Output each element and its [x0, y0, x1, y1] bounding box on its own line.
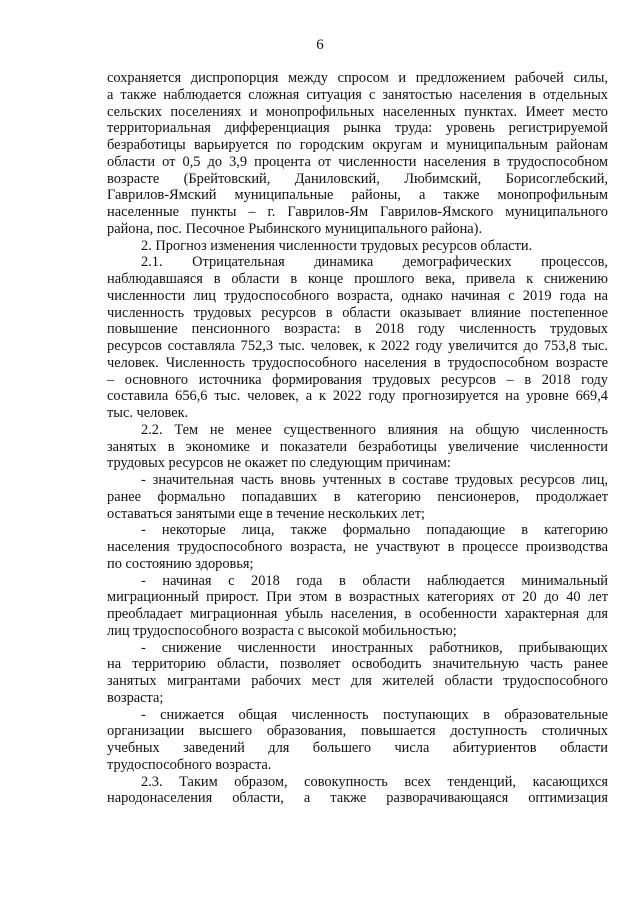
text-line: наблюдавшаяся в области в конце прошлого века, привела к снижению	[107, 271, 608, 287]
text-line: преобладает миграционная убыль населения, в особенности характерная для	[107, 606, 608, 622]
text-line: ресурсов составляла 752,3 тыс. человек, к 2022 году увеличится до 753,8 тыс.	[107, 338, 608, 354]
text-line: территориальная дифференциация рынка труда: уровень регистрируемой	[107, 120, 608, 137]
text-line: - значительная часть вновь учтенных в составе трудовых ресурсов лиц,	[141, 472, 608, 488]
text-line: народонаселения области, а также разворачивающаяся оптимизация	[107, 790, 608, 807]
text-line: – основного источника формирования трудовых ресурсов – в 2018 году	[107, 371, 608, 388]
text-line: человек. Численность трудоспособного населения в трудоспособном возрасте	[107, 354, 608, 371]
text-line: миграционный прирост. При этом в возрастных категориях от 20 до 40 лет	[107, 589, 608, 606]
text-line: сохраняется диспропорция между спросом и предложением рабочей силы,	[107, 70, 608, 86]
text-line: численность трудовых ресурсов в области оказывает влияние постепенное	[107, 304, 608, 321]
document-body	[107, 70, 608, 807]
text-line: области от 0,5 до 3,9 процента от численности населения в трудоспособном	[107, 153, 608, 170]
text-line: возрасте (Брейтовский, Даниловский, Любимский, Борисоглебский,	[107, 170, 608, 187]
text-line: занятых мигрантами рабочих мест для жителей области трудоспособного	[107, 673, 608, 689]
text-line: численности лиц трудоспособного возраста, однако начиная с 2019 года на	[107, 287, 608, 304]
text-line: лиц трудоспособного возраста с высокой мобильностью;	[107, 622, 457, 639]
text-line: населения трудоспособного возраста, не участвуют в процессе производства	[107, 539, 608, 555]
text-line: тыс. человек.	[107, 405, 189, 421]
text-line: возраста;	[107, 689, 164, 706]
text-line: 2.1. Отрицательная динамика демографических процессов,	[141, 254, 608, 271]
page-number: 6	[316, 37, 324, 53]
text-line: оставаться занятыми еще в течение нескольких лет;	[107, 505, 425, 522]
text-line: трудовых ресурсов не окажет по следующим причинам:	[107, 455, 451, 472]
text-line: сельских поселениях и монопрофильных населенных пунктах. Имеет место	[107, 103, 608, 120]
text-line: Гаврилов-Ямский муниципальные районы, а также монопрофильным	[107, 187, 608, 204]
text-line: а также наблюдается сложная ситуация с занятостью населения в отдельных	[107, 86, 608, 103]
text-line: составила 656,6 тыс. человек, а к 2022 году прогнозируется на уровне 669,4	[107, 388, 608, 405]
text-line: населенные пункты – г. Гаврилов-Ям Гаврилов-Ямского муниципального	[107, 204, 608, 220]
text-line: по состоянию здоровья;	[107, 555, 254, 572]
text-line: района, пос. Песочное Рыбинского муниципального района).	[107, 220, 483, 237]
text-line: ранее формально попадавших в категорию пенсионеров, продолжает	[107, 488, 608, 505]
text-line: безработицы варьируется по городским округам и муниципальным районам	[107, 137, 608, 153]
text-line: на территорию области, позволяет освободить значительную часть ранее	[107, 656, 608, 673]
text-line: - снижение численности иностранных работников, прибывающих	[141, 639, 608, 656]
text-line: занятых в экономике и показатели безработицы увеличение численности	[107, 438, 608, 455]
text-line: - снижается общая численность поступающих в образовательные	[141, 706, 608, 723]
text-line: повышение пенсионного возраста: в 2018 году численность трудовых	[107, 321, 608, 338]
text-line: 2. Прогноз изменения численности трудовых ресурсов области.	[141, 237, 533, 254]
text-line: - начиная с 2018 года в области наблюдается минимальный	[141, 572, 608, 589]
text-line: 2.2. Тем не менее существенного влияния на общую численность	[141, 421, 608, 438]
text-line: - некоторые лица, также формально попадающие в категорию	[141, 522, 608, 539]
text-line: 2.3. Таким образом, совокупность всех тенденций, касающихся	[141, 773, 608, 790]
text-line: организации высшего образования, повышается доступность столичных	[107, 723, 608, 740]
text-line: учебных заведений для большего числа абитуриентов области	[107, 740, 608, 756]
text-line: трудоспособного возраста.	[107, 756, 272, 773]
